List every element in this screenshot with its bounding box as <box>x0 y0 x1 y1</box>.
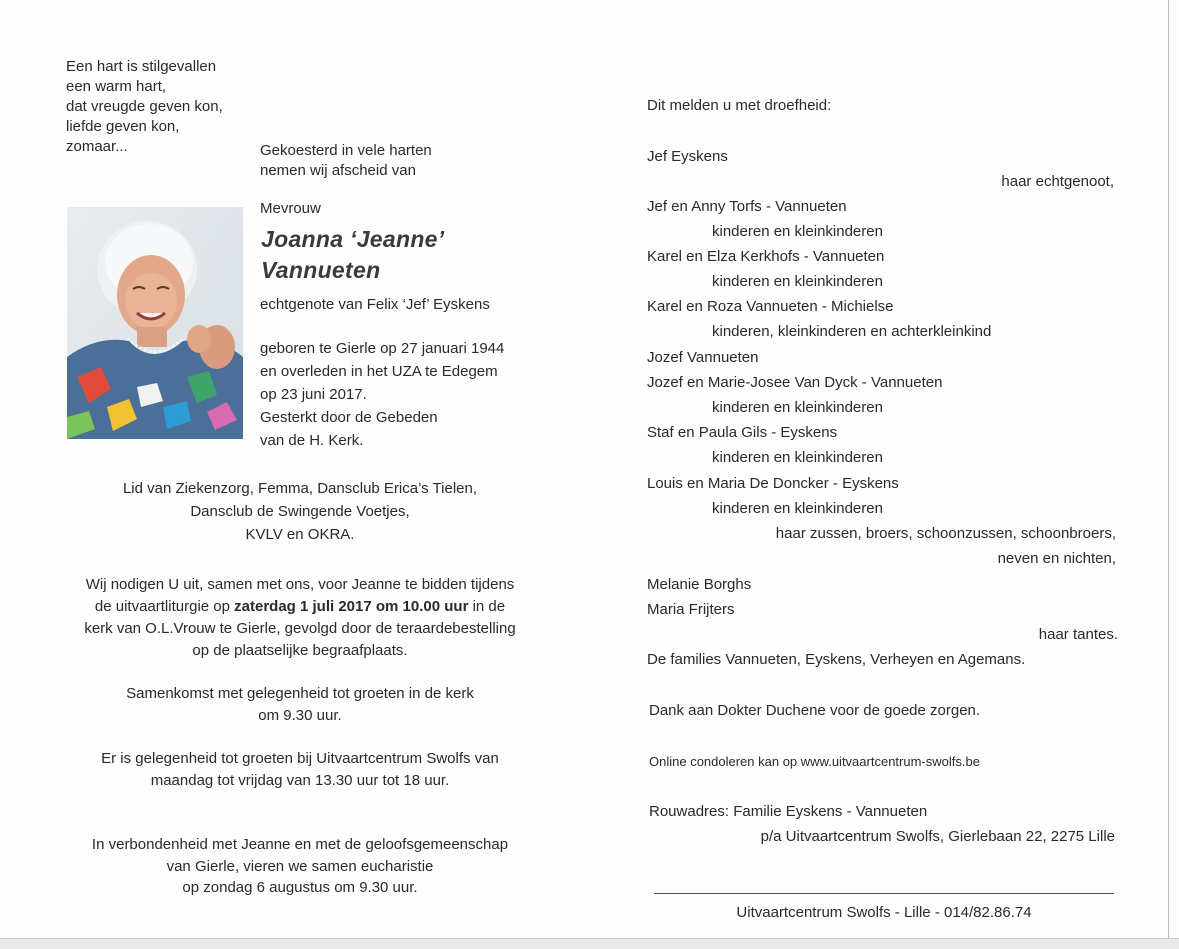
aunt-2: Maria Frijters <box>647 601 735 618</box>
husband-role: haar echtgenoot, <box>1001 173 1114 190</box>
bio-line-4: Gesterkt door de Gebeden <box>260 409 438 426</box>
invitation-line-1: Wij nodigen U uit, samen met ons, voor Jeanne te bidden tijdens <box>85 576 515 593</box>
invitation-line-2-post: in de <box>468 598 506 615</box>
portrait-photo <box>67 207 243 439</box>
bio-line-5: van de H. Kerk. <box>260 432 364 449</box>
visitation-line-1: Er is gelegenheid tot groeten bij Uitvaartcentrum Swolfs van <box>101 750 499 767</box>
siblings-role: haar zussen, broers, schoonzussen, schoonbroers, <box>775 525 1116 542</box>
bio-line-2: en overleden in het UZA te Edegem <box>260 363 498 380</box>
husband-name: Jef Eyskens <box>647 148 728 165</box>
nephews-role: neven en nichten, <box>997 550 1116 567</box>
card-right-edge <box>1168 0 1169 948</box>
thanks-line: Dank aan Dokter Duchene voor de goede zorgen. <box>649 702 981 719</box>
family-line-6: Staf en Paula Gils - Eyskens <box>647 424 838 441</box>
family-line-1-sub: kinderen en kleinkinderen <box>712 223 883 240</box>
family-line-5-sub: kinderen en kleinkinderen <box>712 399 883 416</box>
family-line-7: Louis en Maria De Doncker - Eyskens <box>647 475 899 492</box>
invitation-line-2 <box>40 596 560 617</box>
family-line-1: Jef en Anny Torfs - Vannueten <box>647 198 847 215</box>
funeral-date-time: zaterdag 1 juli 2017 om 10.00 uur <box>234 598 469 615</box>
family-line-2: Karel en Elza Kerkhofs - Vannueten <box>647 248 885 265</box>
poem-line-3: dat vreugde geven kon, <box>66 98 223 115</box>
families-line: De families Vannueten, Eyskens, Verheyen en Agemans. <box>647 651 1026 668</box>
address-line-1: Rouwadres: Familie Eyskens - Vannueten <box>649 803 928 820</box>
family-line-7-sub: kinderen en kleinkinderen <box>712 500 883 517</box>
eucharist-line-3: op zondag 6 augustus om 9.30 uur. <box>182 879 418 896</box>
family-line-3-sub: kinderen, kleinkinderen en achterkleinkind <box>712 323 992 340</box>
aunts-role: haar tantes. <box>1038 626 1118 643</box>
invitation-line-4: op de plaatselijke begraafplaats. <box>192 642 408 659</box>
address-line-2: p/a Uitvaartcentrum Swolfs, Gierlebaan 22, 2275 Lille <box>760 828 1115 845</box>
intro-line-1: Gekoesterd in vele harten <box>260 142 432 159</box>
membership-line-1: Lid van Ziekenzorg, Femma, Dansclub Erica’s Tielen, <box>122 480 478 497</box>
salutation: Mevrouw <box>260 200 321 217</box>
gathering-line-1: Samenkomst met gelegenheid tot groeten in de kerk <box>126 685 474 702</box>
intro-line-2: nemen wij afscheid van <box>260 162 416 179</box>
membership-line-2: Dansclub de Swingende Voetjes, <box>190 503 410 520</box>
invitation-line-2-pre: de uitvaartliturgie op <box>94 598 235 615</box>
aunt-1: Melanie Borghs <box>647 576 752 593</box>
poem-line-2: een warm hart, <box>66 78 167 95</box>
membership-line-3: KVLV en OKRA. <box>245 526 355 543</box>
footer-funeral-home: Uitvaartcentrum Swolfs - Lille - 014/82.86.74 <box>736 904 1032 921</box>
footer-divider <box>654 893 1114 894</box>
bio-line-1: geboren te Gierle op 27 januari 1944 <box>260 340 505 357</box>
online-condolence: Online condoleren kan op www.uitvaartcentrum-swolfs.be <box>649 754 980 769</box>
poem-line-5: zomaar... <box>66 138 128 155</box>
invitation-line-3: kerk van O.L.Vrouw te Gierle, gevolgd door de teraardebestelling <box>84 620 516 637</box>
card-bottom-edge <box>0 938 1179 949</box>
family-line-6-sub: kinderen en kleinkinderen <box>712 449 883 466</box>
eucharist-line-2: van Gierle, vieren we samen eucharistie <box>166 858 434 875</box>
announcement: Dit melden u met droefheid: <box>647 97 832 114</box>
family-line-2-sub: kinderen en kleinkinderen <box>712 273 883 290</box>
gathering-line-2: om 9.30 uur. <box>258 707 342 724</box>
family-line-4: Jozef Vannueten <box>647 349 759 366</box>
deceased-first-name: Joanna ‘Jeanne’ <box>261 226 445 252</box>
family-line-3: Karel en Roza Vannueten - Michielse <box>647 298 894 315</box>
poem-line-1: Een hart is stilgevallen <box>66 58 217 75</box>
family-line-5: Jozef en Marie-Josee Van Dyck - Vannueten <box>647 374 943 391</box>
bio-line-3: op 23 juni 2017. <box>260 386 367 403</box>
eucharist-line-1: In verbondenheid met Jeanne en met de geloofsgemeenschap <box>91 836 509 853</box>
deceased-last-name: Vannueten <box>261 257 381 283</box>
visitation-line-2: maandag tot vrijdag van 13.30 uur tot 18 uur. <box>150 772 450 789</box>
spouse-line: echtgenote van Felix ‘Jef’ Eyskens <box>260 296 490 313</box>
poem-line-4: liefde geven kon, <box>66 118 180 135</box>
